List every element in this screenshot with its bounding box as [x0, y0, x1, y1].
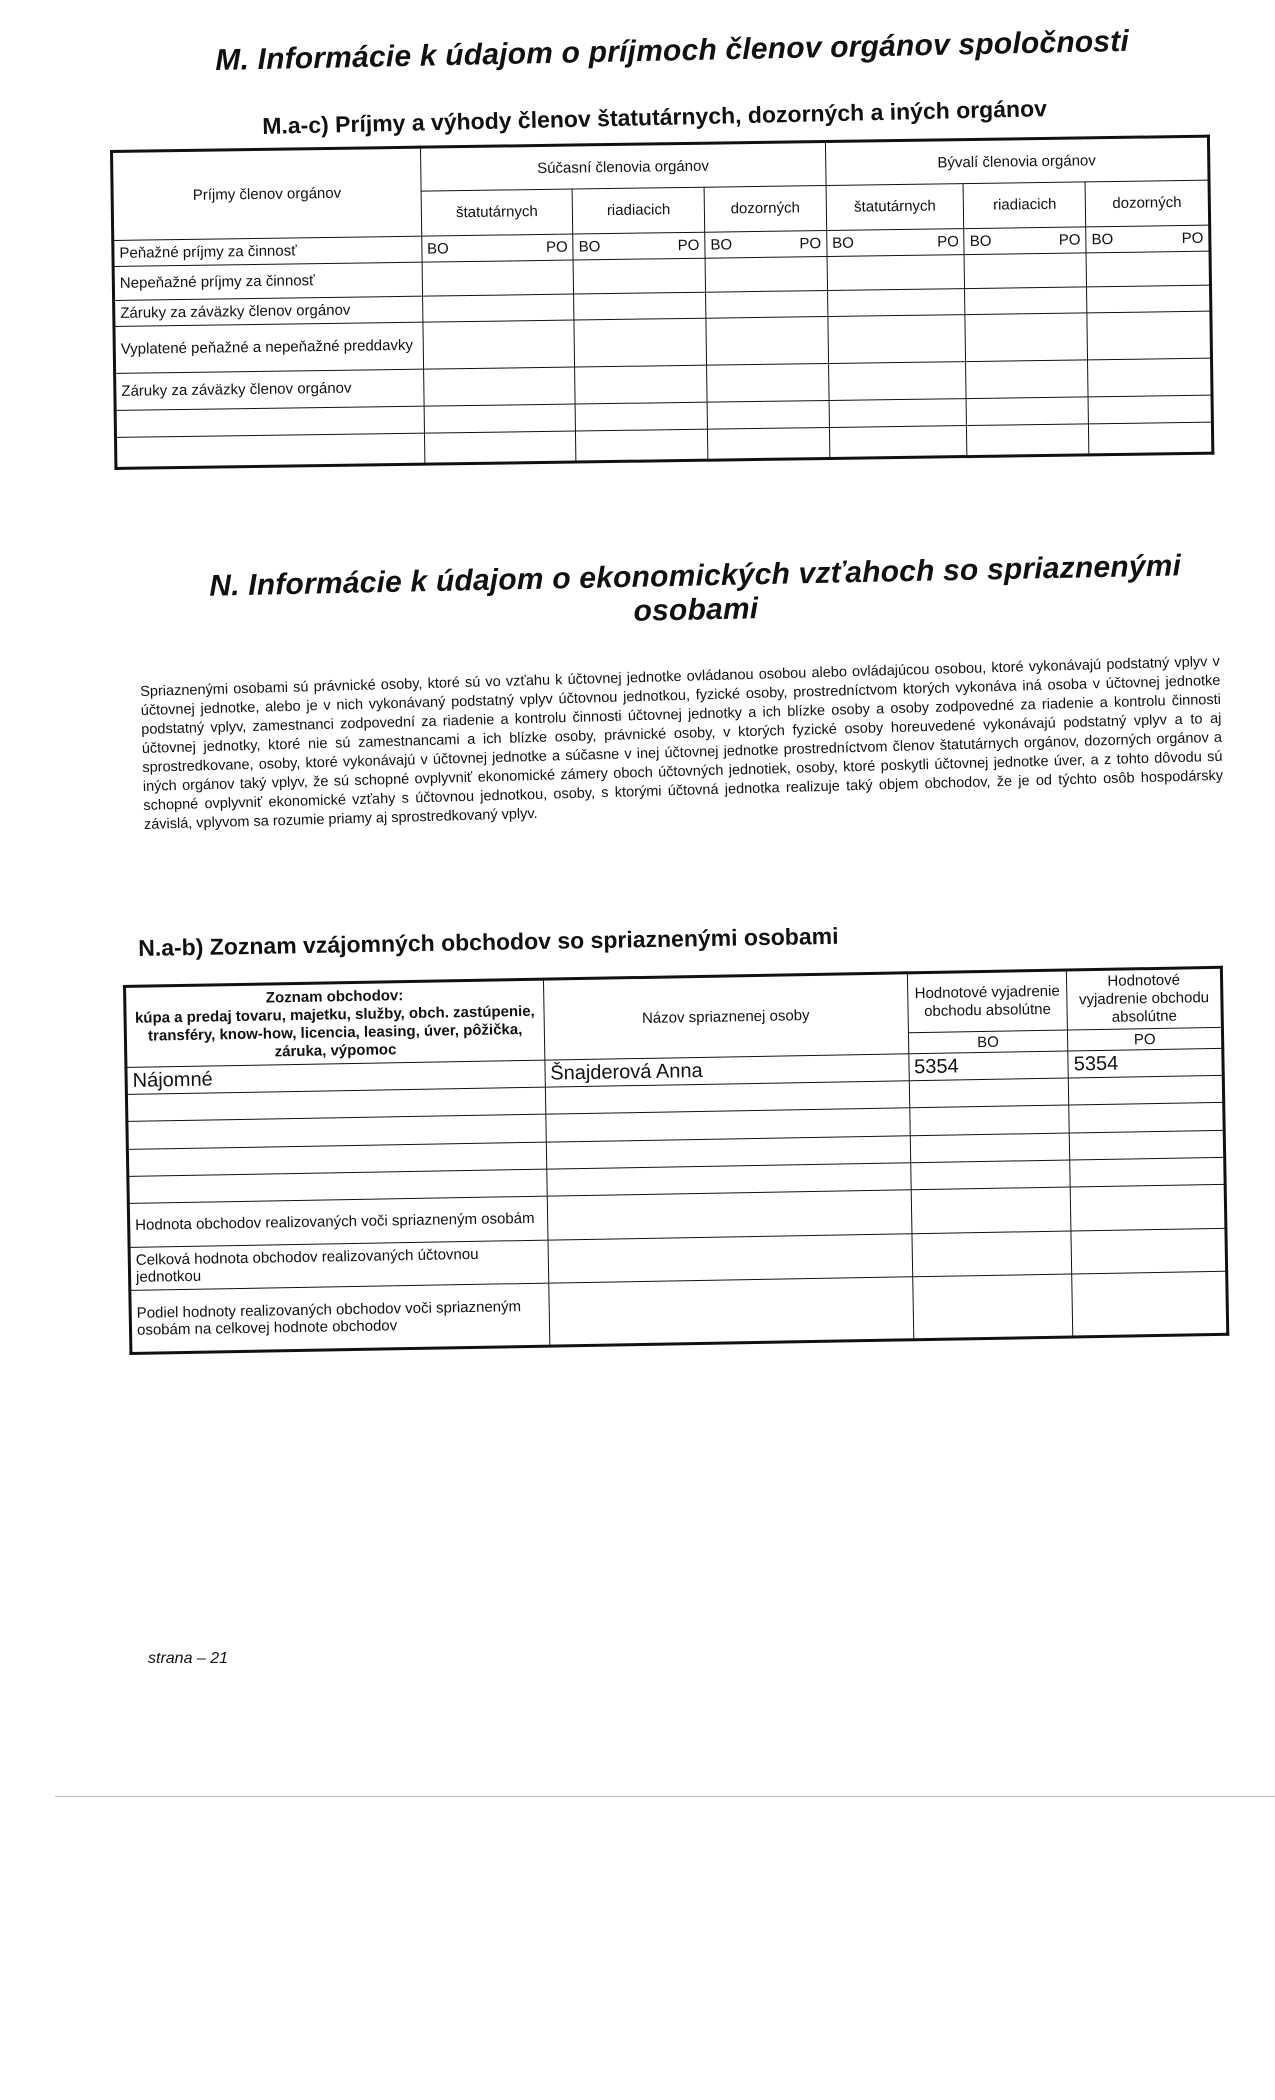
value-bo-header: Hodnotové vyjadrenie obchodu absolútne	[907, 970, 1068, 1033]
bo-po-cell: BO PO	[705, 230, 827, 258]
row-label: Nepeňažné príjmy za činnosť	[113, 262, 422, 300]
value-po	[1069, 1103, 1224, 1133]
po-subheader: PO	[1068, 1027, 1223, 1051]
summary-label: Hodnota obchodov realizovaných voči spriazneným osobám	[128, 1196, 547, 1247]
bo-subheader: BO	[908, 1030, 1068, 1054]
col-header: štatutárnych	[421, 189, 573, 235]
related-party-transactions-table	[123, 966, 1229, 1355]
bo-po-cell: BO PO	[964, 227, 1086, 255]
col-header: riadiacich	[572, 188, 704, 234]
bo-po-cell: BO PO	[1086, 225, 1210, 253]
value-po	[1070, 1157, 1225, 1187]
summary-label: Celková hodnota obchodov realizovaných účtovnou jednotkou	[129, 1240, 548, 1291]
col-header: štatutárnych	[826, 184, 964, 230]
section-n-subtitle: N.a-b) Zoznam vzájomných obchodov so spriaznenými osobami	[138, 922, 839, 961]
row-header-cell: Príjmy členov orgánov	[112, 147, 422, 240]
value-bo: 5354	[908, 1051, 1068, 1081]
value-po-header: Hodnotové vyjadrenie obchodu absolútne	[1067, 967, 1223, 1030]
transaction-types-header: Zoznam obchodov: kúpa a predaj tovaru, majetku, služby, obch. zastúpenie, transféry, know-how, licencia, leasing, úver, pôžička, záruka, výpomoc	[125, 979, 545, 1068]
section-m-title: M. Informácie k údajom o príjmoch členov orgánov spoločnosti	[215, 24, 1130, 77]
row-label: Peňažné príjmy za činnosť	[113, 236, 422, 267]
row-label: Záruky za záväzky členov orgánov	[114, 296, 423, 327]
value-bo	[910, 1160, 1070, 1190]
row-label: Vyplatené peňažné a nepeňažné preddavky	[114, 322, 423, 373]
value-bo	[910, 1133, 1070, 1163]
col-header: dozorných	[1085, 180, 1209, 226]
section-m-subtitle: M.a-c) Príjmy a výhody členov štatutárnych, dozorných a iných orgánov	[262, 95, 1048, 139]
summary-label: Podiel hodnoty realizovaných obchodov voči spriazneným osobám na celkovej hodnote obchodov	[130, 1283, 550, 1353]
col-header: dozorných	[704, 186, 826, 232]
transaction-type: Nájomné	[126, 1060, 545, 1094]
value-po	[1070, 1130, 1225, 1160]
page-number: strana – 21	[148, 1650, 229, 1667]
section-n-title: N. Informácie k údajom o ekonomických vzťahoch so spriaznenými osobami	[208, 549, 1182, 628]
row-label: Záruky za záväzky členov orgánov	[115, 369, 424, 411]
related-party-name-header: Názov spriaznenej osoby	[543, 973, 908, 1061]
value-bo	[909, 1105, 1069, 1135]
value-po	[1069, 1076, 1224, 1106]
value-bo	[909, 1078, 1069, 1108]
group-current-members: Súčasní členovia orgánov	[420, 142, 826, 192]
bo-po-cell: BO PO	[421, 234, 573, 263]
bo-po-cell: BO PO	[573, 232, 705, 260]
members-income-table	[110, 135, 1214, 470]
bo-po-cell: BO PO	[826, 228, 964, 257]
bottom-divider	[55, 1796, 1275, 1797]
row-label	[116, 433, 425, 468]
related-parties-paragraph: Spriaznenými osobami sú právnické osoby, ktoré sú vo vzťahu k účtovnej jednotke ovládanou osobou alebo ovládajúcou osobou, ktoré vykonávajú podstatný vplyv v účtovnej jednotke, alebo je v nich vykonávaný podstatný vplyv účtovnou jednotkou, fyzické osoby, prostredníctvom ktorých vykonáva iná osoba v účtovnej jednotke podstatný vplyv, zamestnanci zodpovední za riadenie a kontrolu činnosti účtovnej jednotky a ich blízke osoby a osoby zodpovedné za riadenie a kontrolu činnosti účtovnej jednotky, ktoré nie sú zamestnancami a ich blízke osoby, právnické osoby, v ktorých fyzické osoby horeuvedené vykonávajú podstatný vplyv a to aj sprostredkovane, osoby, ktoré vykonávajú v účtovnej jednotke a súčasne v inej účtovnej jednotke prostredníctvom členov štatutárnych orgánov, dozorných orgánov a iných orgánov taký vplyv, že sú schopné ovplyvniť ekonomické zámery oboch účtovných jednotiek, osoby, ktoré poskytli účtovnej jednotke úver, a z tohto dôvodu sú schopné ovplyvniť ekonomické vzťahy s účtovnou jednotkou, osoby, s ktorými účtovná jednotka realizuje taký objem obchodov, že je od týchto osôb hospodársky závislá, vplyvom sa rozumie priamy aj sprostredkovaný vplyv.	[140, 653, 1224, 833]
col-header: riadiacich	[964, 182, 1086, 228]
related-party-name: Šnajderová Anna	[545, 1054, 909, 1087]
value-po: 5354	[1068, 1049, 1223, 1079]
group-former-members: Bývalí členovia orgánov	[825, 136, 1209, 186]
